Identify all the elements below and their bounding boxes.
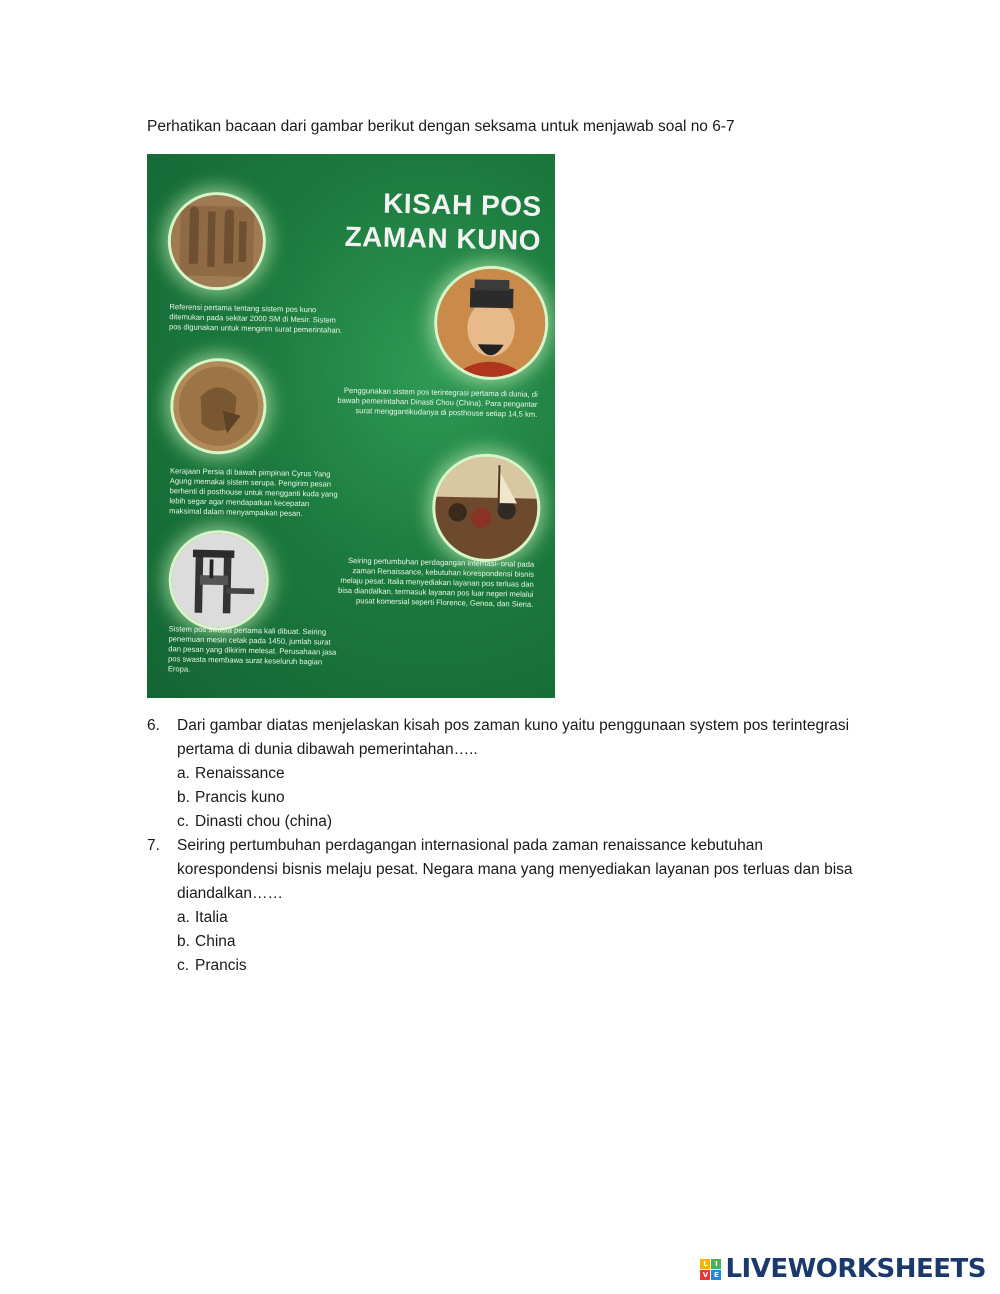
poster-text-egypt: Referensi pertama tentang sistem pos kuno ditemukan pada sekitar 2000 SM di Mesir. Sistem pos digunakan untuk mengirim surat pemerintahan. [168, 302, 343, 335]
cyrus-coin-medallion [172, 360, 264, 452]
options-list [177, 906, 867, 978]
egypt-relief-medallion [170, 194, 264, 288]
option-a[interactable] [177, 762, 867, 786]
option-letter: c. [177, 813, 190, 830]
option-b[interactable] [177, 786, 867, 810]
option-c[interactable] [177, 810, 867, 834]
logo-mark-icon [700, 1259, 721, 1280]
question-text: Seiring pertumbuhan perdagangan internasional pada zaman renaissance kebutuhan korespondensi bisnis melaju pesat. Negara mana yang menyediakan layanan pos terluas dan bisa diandalkan…… [177, 837, 853, 902]
liveworksheets-logo[interactable] [700, 1254, 986, 1284]
renaissance-painting-medallion [434, 456, 538, 560]
logo-mark-l: L [700, 1259, 710, 1269]
poster-title-line1: KISAH POS [382, 187, 542, 222]
logo-text: LIVEWORKSHEETS [725, 1254, 986, 1284]
option-letter: a. [177, 765, 190, 782]
poster-title-line2: ZAMAN KUNO [344, 220, 542, 256]
logo-mark-i: I [711, 1259, 721, 1269]
question-number: 6. [147, 717, 160, 734]
options-list [177, 762, 867, 834]
questions-list [147, 714, 867, 978]
option-letter: c. [177, 957, 190, 974]
option-letter: b. [177, 933, 190, 950]
question-number: 7. [147, 837, 160, 854]
poster-image [147, 154, 555, 698]
printing-press-medallion [171, 532, 267, 628]
poster-text-renaissance: Seiring pertumbuhan perdagangan internasi- onal pada zaman Renaissance, kebutuhan korespondensi bisnis melaju pesat. Italia menyediakan layanan pos terluas dan bisa diandalkan, termasuk layanan pos luar negeri melalui pusat komersial seperti Florence, Genoa, dan Siena. [338, 555, 535, 609]
question-text: Dari gambar diatas menjelaskan kisah pos zaman kuno yaitu penggunaan system pos terintegrasi pertama di dunia dibawah pemerintahan….. [177, 717, 850, 758]
poster-text-chou: Penggunakan sistem pos terintegrasi pertama di dunia, di bawah pemerintahan Dinasti Chou (China). Para pengantar surat menggantikudanya di posthouse setiap 14,5 km. [337, 385, 538, 419]
option-text: Italia [195, 909, 228, 926]
option-b[interactable] [177, 930, 867, 954]
logo-mark-v: V [700, 1270, 710, 1280]
chinese-emperor-medallion [436, 268, 546, 378]
option-letter: b. [177, 789, 190, 806]
option-text: Dinasti chou (china) [195, 813, 332, 830]
poster-text-private-post: Sistem pos swasta pertama kali dibuat. Seiring penemuan mesin cetak pada 1450, jumlah surat dan pesan yang dikirim melesat. Perusahaan jasa pos swasta membawa surat keseluruh bagian Eropa. [167, 624, 337, 674]
option-text: China [195, 933, 236, 950]
option-c[interactable] [177, 954, 867, 978]
option-letter: a. [177, 909, 190, 926]
option-text: Prancis kuno [195, 789, 285, 806]
option-text: Prancis [195, 957, 247, 974]
question-6 [147, 714, 867, 834]
poster-text-persia: Kerajaan Persia di bawah pimpinan Cyrus Yang Agung memakai sistem serupa. Pengirim pesan berhenti di posthouse untuk mengganti kuda yang lebih segar agar mendapatkan kecepatan maksimal dalam menyampaikan pesan. [169, 466, 338, 519]
logo-mark-e: E [711, 1270, 721, 1280]
option-text: Renaissance [195, 765, 285, 782]
option-a[interactable] [177, 906, 867, 930]
poster-title [344, 186, 542, 258]
instruction-text: Perhatikan bacaan dari gambar berikut dengan seksama untuk menjawab soal no 6-7 [147, 118, 735, 135]
question-7 [147, 834, 867, 978]
